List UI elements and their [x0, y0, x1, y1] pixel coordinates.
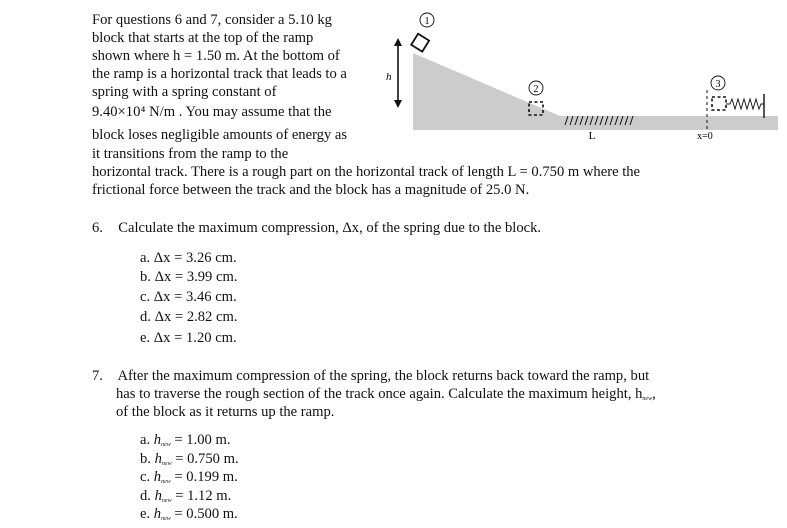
intro-line-5: spring with a spring constant of	[92, 84, 277, 100]
q6-option-d[interactable]	[140, 308, 237, 326]
spring	[726, 99, 764, 109]
intro-line-1: For questions 6 and 7, consider a 5.10 kg	[92, 12, 332, 28]
position-3-label: 3	[715, 79, 721, 90]
q7-option-sub: new	[161, 442, 171, 448]
intro-line-8: it transitions from the ramp to the	[92, 146, 289, 162]
q7-option-value: = 1.00 m.	[174, 432, 231, 448]
q6-option-letter: d.	[140, 309, 151, 325]
q6-option-text: Δx = 1.20 cm.	[153, 330, 237, 346]
q7-option-b[interactable]: b. $h_{new} = 0.750$ m.	[140, 451, 239, 467]
intro-line-2: block that starts at the top of the ramp	[92, 30, 314, 46]
q7-option-sub: new	[161, 461, 172, 467]
height-arrow	[394, 38, 402, 108]
q7-line-1: After the maximum compression of the spring, the block returns back toward the ramp, but	[117, 368, 650, 384]
q7-option-letter: e.	[140, 506, 151, 522]
intro-line-7: block loses negligible amounts of energy as	[92, 127, 348, 143]
x0-label: x=0	[697, 131, 713, 142]
q6-option-text: Δx = 3.46 cm.	[153, 289, 237, 305]
q7-line-2: has to traverse the rough section of the track once again. Calculate the maximum height, h	[116, 386, 643, 402]
intro-line-9: horizontal track. There is a rough part on the horizontal track of length L = 0.750 m where the	[92, 164, 641, 180]
q7-option-sub: new	[161, 479, 171, 485]
q7-option-value: = 0.500 m.	[174, 506, 238, 522]
q6-option-a[interactable]	[140, 249, 237, 267]
q7-option-sub: new	[161, 498, 172, 504]
block-position-3	[712, 97, 726, 110]
block-position-1	[411, 34, 429, 52]
q7-option-letter: b.	[140, 451, 151, 467]
position-1-label: 1	[424, 16, 430, 27]
q6-option-c[interactable]	[140, 288, 237, 306]
ramp-and-track	[413, 53, 778, 130]
q6-option-letter: c.	[140, 289, 151, 305]
q7-option-letter: a.	[140, 432, 151, 448]
position-2-label: 2	[533, 84, 539, 95]
q7-option-letter: c.	[140, 469, 151, 485]
q6-option-e[interactable]	[140, 329, 237, 347]
intro-line-10: frictional force between the track and the block has a magnitude of 25.0 N.	[92, 182, 530, 198]
q7-option-e[interactable]: e. $h_{new} = 0.500$ m.	[140, 506, 238, 522]
q6-option-text: Δx = 3.99 cm.	[154, 269, 238, 285]
length-label: L	[588, 130, 596, 142]
q6-option-text: Δx = 3.26 cm.	[153, 250, 237, 266]
q6-option-letter: b.	[140, 269, 151, 285]
ramp-diagram	[380, 8, 780, 158]
q7-option-value: = 0.750 m.	[175, 451, 239, 467]
q7-line-3: of the block as it returns up the ramp.	[116, 404, 335, 420]
q7-option-letter: d.	[140, 488, 151, 504]
q7-option-a[interactable]: a. $h_{new} = 1.00$ m.	[140, 432, 231, 448]
q7-number: 7.	[92, 368, 103, 384]
height-label: h	[386, 71, 392, 83]
q7-sub-new: new	[642, 396, 653, 402]
intro-line-4: the ramp is a horizontal track that leads to a	[92, 66, 347, 82]
q7-option-value: = 1.12 m.	[175, 488, 232, 504]
intro-line-3: shown where h = 1.50 m. At the bottom of	[92, 48, 340, 64]
q6-option-text: Δx = 2.82 cm.	[154, 309, 238, 325]
q6-number: 6.	[92, 220, 103, 236]
q7-option-sub: new	[161, 516, 171, 522]
q7-option-d[interactable]: d. $h_{new} = 1.12$ m.	[140, 488, 232, 504]
q6-option-letter: e.	[140, 330, 151, 346]
q7-option-c[interactable]: c. $h_{new} = 0.199$ m.	[140, 469, 238, 485]
q6-option-b[interactable]	[140, 268, 237, 286]
q6-text: Calculate the maximum compression, Δx, of the spring due to the block.	[118, 220, 542, 236]
intro-line-6: 9.40×10⁴ N/m . You may assume that the	[92, 104, 332, 120]
q7-option-value: = 0.199 m.	[174, 469, 238, 485]
q6-option-letter: a.	[140, 250, 151, 266]
